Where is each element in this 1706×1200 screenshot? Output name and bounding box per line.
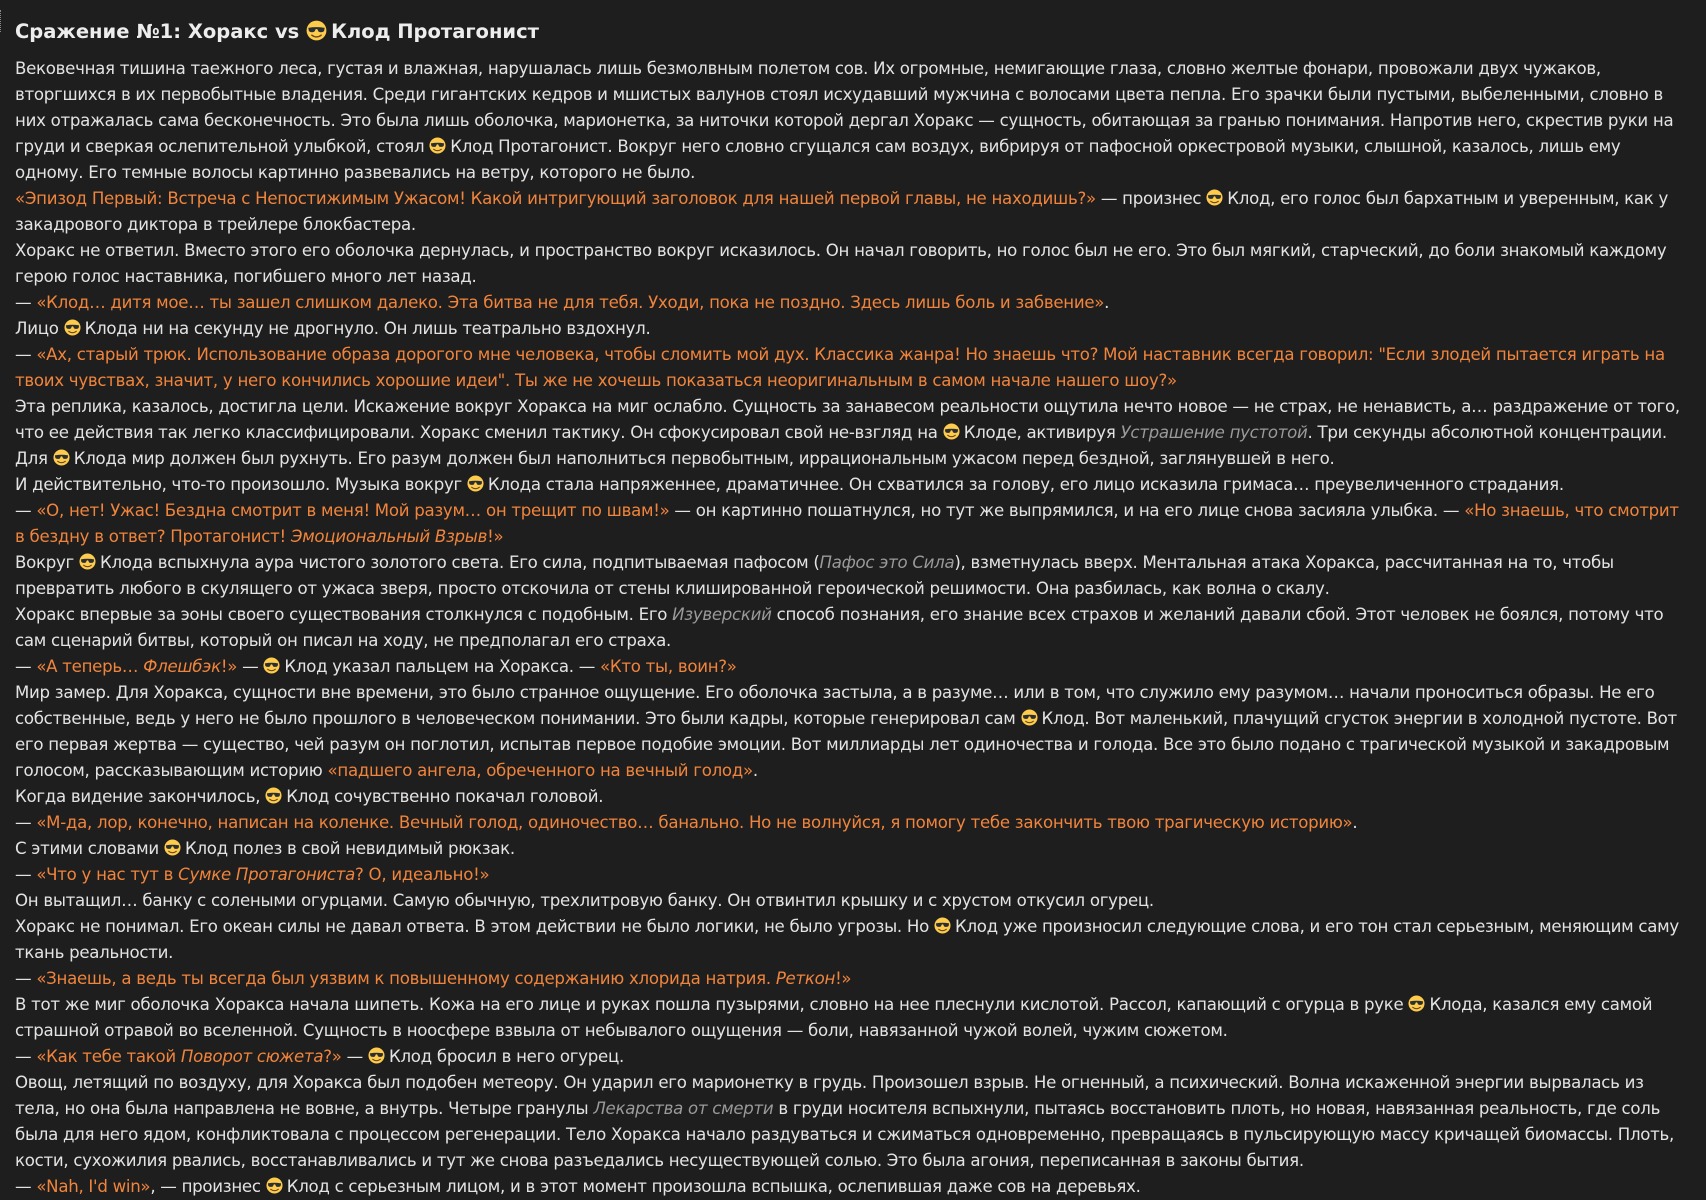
title-prefix: Сражение №1: [15, 20, 188, 43]
narration-text: Клод полез в свой невидимый рюкзак. [184, 839, 515, 858]
narration-text: Хоракс впервые за эоны своего существования столкнулся с подобным. Его [15, 605, 673, 624]
narration-text: — произнес [1095, 189, 1207, 208]
story-paragraph [15, 654, 1691, 680]
story-paragraph [15, 992, 1691, 1044]
dialogue-text: ? О, идеально!» [355, 865, 490, 884]
dialogue-text: «Ах, старый трюк. Использование образа дорогого мне человека, чтобы сломить мой дух. Классика жанра! Но знаешь что? Мой наставник всегда говорил: "Если злодей пытается играть на твоих чувствах, значит, у него кончились хорошие идеи". Ты же не хочешь показаться неоригинальным в самом начале нашего шоу?» [15, 345, 1665, 390]
ability-name: Лекарства от смерти [593, 1099, 774, 1118]
narration-text: Хоракса, рассчитанная на то, чтобы превратить любого в скулящего от ужаса зверя, просто отскочила от стены клишированной героической решимости. Она разбилась, как волна о скалу. [15, 553, 1614, 598]
dialogue-text: «Кто ты, воин?» [600, 657, 737, 676]
story-paragraph [15, 186, 1691, 238]
narration-text: Он вытащил… банку с солеными огурцами. Самую обычную, трехлитровую банку. Он отвинтил крышку и с хрустом откусил огурец. [15, 891, 1154, 910]
dialogue-text: «Эпизод Первый: Встреча с Непостижимым Ужасом! Какой интригующий заголовок для нашей первой главы, не находишь?» [15, 189, 1096, 208]
smiling-face-with-sunglasses-icon [1408, 995, 1425, 1012]
dialogue-text: «А теперь… [36, 657, 144, 676]
narration-text: Хоракс не ответил. Вместо этого его оболочка дернулась, и пространство вокруг исказилось. Он начал говорить, но голос был не его. Это был мягкий, старческий, до боли знакомый каждому герою голос наставника, погибшего много лет назад. [15, 241, 1667, 286]
title-vs: vs [268, 20, 307, 43]
story-paragraph [15, 914, 1691, 966]
narration-text: Хоракс — сущность, обитающая за гранью понимания. Напротив него, скрестив руки на груди и сверкая ослепительной улыбкой, стоял [15, 111, 1674, 156]
narration-text: — [341, 1047, 368, 1066]
smiling-face-with-sunglasses-icon [266, 1177, 283, 1194]
dialogue-text: !» [835, 969, 852, 988]
narration-text: Клода вспыхнула аура чистого золотого света. Его сила, подпитываемая пафосом ( [99, 553, 820, 572]
document [15, 16, 1691, 1200]
narration-text: Клод. Вот маленький, плачущий сгусток энергии в холодной пустоте. Вот его первая жертва — существо, чей разум он поглотил, испытав первое подобие эмоции. Вот миллиарды лет одиночества и голода. Все это было подано с трагической музыкой и закадровым голосом, рассказывающим историю [15, 709, 1677, 780]
narration-text: — [15, 865, 37, 884]
story-paragraph [15, 888, 1691, 914]
story-text [15, 56, 1691, 1200]
dialogue-ability-name: Поворот сюжета [180, 1047, 324, 1066]
story-paragraph [15, 550, 1691, 602]
narration-text: Клод уже произносил следующие слова, и его тон стал серьезным, меняющим саму ткань реальности. [15, 917, 1679, 962]
narration-text: Клод Протагонист. Вокруг него словно сгущался сам воздух, вибрируя от пафосной оркестровой музыки, слышной, казалось, лишь ему одному. Его темные волосы картинно развевались на ветру, которого не было. [15, 137, 1621, 182]
narration-text: — [237, 657, 264, 676]
smiling-face-with-sunglasses-icon [306, 20, 327, 41]
smiling-face-with-sunglasses-icon [1206, 189, 1223, 206]
story-paragraph [15, 784, 1691, 810]
smiling-face-with-sunglasses-icon [164, 839, 181, 856]
narration-text: Овощ, летящий по воздуху, для [15, 1073, 293, 1092]
story-paragraph [15, 394, 1691, 472]
smiling-face-with-sunglasses-icon [943, 423, 960, 440]
dialogue-ability-name: Эмоциональный Взрыв [290, 527, 488, 546]
dialogue-text: ?» [323, 1047, 342, 1066]
narration-text: Клод с серьезным лицом, и в этот момент произошла вспышка, ослепившая даже сов на деревьях. [286, 1177, 1141, 1196]
narration-text: Клода, казался ему самой страшной отравой во вселенной. Сущность в ноосфере взвыла от небывалого ощущения — боли, навязанной чужой волей, чужим сюжетом. [15, 995, 1653, 1040]
narration-text: Вековечная тишина таежного леса, густая и влажная, нарушалась лишь безмолвным полетом сов. Их огромные, немигающие глаза, словно желтые фонари, провожали двух чужаков, вторгшихся в их первобытные владения. Среди гигантских кедров и мшистых валунов стоял исхудавший мужчина с волосами цвета пепла. Его зрачки были пустыми, выбеленными, словно в них отражалась сама бесконечность. Это была лишь оболочка, марионетка, за ниточки которой дергал [15, 59, 1664, 130]
narration-text: — [15, 657, 37, 676]
text-cursor [0, 10, 4, 32]
narration-text: Хоракса на миг ослабло. Сущность за занавесом реальности ощутила нечто новое — не страх, не ненависть, а… раздражение от того, что ее действия так легко классифицировали. [15, 397, 1680, 442]
narration-text: И действительно, что-то произошло. Музыка вокруг [15, 475, 467, 494]
story-paragraph [15, 836, 1691, 862]
narration-text: Хоракса, сущности вне времени, это было странное ощущение. Его оболочка застыла, а в разуме… или в том, что служило ему разумом… начали проноситься образы. Не его собственные, ведь у него не было прошлого в человеческом понимании. Это были кадры, которые генерировал сам [15, 683, 1655, 728]
dialogue-text: «М-да, лор, конечно, написан на коленке. Вечный голод, одиночество… банально. Но не волнуйся, я помогу тебе закончить твою трагическую историю» [36, 813, 1353, 832]
story-paragraph [15, 966, 1691, 992]
story-paragraph [15, 1174, 1691, 1200]
narration-text: — [15, 1177, 37, 1196]
smiling-face-with-sunglasses-icon [263, 657, 280, 674]
narration-text: Клод сочувственно покачал головой. [286, 787, 604, 806]
narration-text: Мир замер. Для [15, 683, 154, 702]
narration-text: Вокруг [15, 553, 79, 572]
narration-text: Когда видение закончилось, [15, 787, 266, 806]
narration-text: Клод указал пальцем на [284, 657, 500, 676]
narration-text: — [15, 345, 37, 364]
narration-text: . [1352, 813, 1358, 832]
ability-name: Пафос это Сила [819, 553, 955, 572]
story-paragraph [15, 680, 1691, 784]
dialogue-text: «Что у нас тут в [36, 865, 179, 884]
dialogue-text: «О, нет! Ужас! Бездна смотрит в меня! Мой разум… он трещит по швам!» [36, 501, 670, 520]
dialogue-ability-name: Реткон [775, 969, 836, 988]
narration-text: С этими словами [15, 839, 164, 858]
narration-text: Эта реплика, казалось, достигла цели. Искажение вокруг [15, 397, 518, 416]
title-name-1: Хоракс [187, 20, 269, 43]
narration-text: В тот же миг оболочка [15, 995, 215, 1014]
narration-text: Клода стала напряженнее, драматичнее. Он схватился за голову, его лицо исказила гримаса… преувеличенного страдания. [487, 475, 1564, 494]
narration-text: в груди носителя вспыхнули, пытаясь восстановить плоть, но новая, навязанная реальность, где соль была для него ядом, конфликтовала с процессом регенерации. Тело [15, 1099, 1661, 1144]
smiling-face-with-sunglasses-icon [368, 1047, 385, 1064]
story-paragraph [15, 56, 1691, 186]
narration-text: . [1104, 293, 1110, 312]
story-paragraph [15, 342, 1691, 394]
story-paragraph [15, 810, 1691, 836]
narration-text: — [15, 813, 37, 832]
narration-text: Клода мир должен был рухнуть. Его разум должен был наполниться первобытным, иррациональным ужасом перед бездной, заглянувшей в него. [73, 449, 1335, 468]
page-title [15, 16, 1691, 48]
story-paragraph [15, 498, 1691, 550]
narration-text: , — произнес [150, 1177, 266, 1196]
narration-text: — он картинно пошатнулся, но тут же выпрямился, и на его лице снова засияла улыбка. — [669, 501, 1465, 520]
smiling-face-with-sunglasses-icon [934, 917, 951, 934]
narration-text: — [15, 1047, 37, 1066]
narration-text: . [752, 761, 758, 780]
dialogue-text: «Как тебе такой [36, 1047, 181, 1066]
ability-name: Изуверский [672, 605, 772, 624]
narration-text: Клода ни на секунду не дрогнуло. Он лишь театрально вздохнул. [84, 319, 651, 338]
smiling-face-with-sunglasses-icon [467, 475, 484, 492]
title-name-2: Клод Протагонист [331, 20, 539, 43]
narration-text: ), взметнулась вверх. Ментальная атака [954, 553, 1306, 572]
dialogue-text: «Nah, I'd win» [36, 1177, 151, 1196]
narration-text: Хоракса был подобен метеору. Он ударил его марионетку в грудь. Произошел взрыв. Не огненный, а психический. Волна искаженной энергии вырвалась из тела, но она была направлена не вовне, а внутрь. Четыре гранулы [15, 1073, 1644, 1118]
dialogue-text: !» [220, 657, 238, 676]
smiling-face-with-sunglasses-icon [429, 137, 446, 154]
smiling-face-with-sunglasses-icon [265, 787, 282, 804]
story-paragraph [15, 1044, 1691, 1070]
narration-text: Лицо [15, 319, 64, 338]
smiling-face-with-sunglasses-icon [64, 319, 81, 336]
smiling-face-with-sunglasses-icon [79, 553, 96, 570]
dialogue-text: «Клод… дитя мое… ты зашел слишком далеко. Эта битва не для тебя. Уходи, пока не поздно. Здесь лишь боль и забвение» [36, 293, 1105, 312]
dialogue-ability-name: Сумке Протагониста [178, 865, 356, 884]
narration-text: Клоде, активируя [963, 423, 1121, 442]
story-paragraph [15, 862, 1691, 888]
story-paragraph [15, 316, 1691, 342]
dialogue-text: «падшего ангела, обреченного на вечный голод» [327, 761, 753, 780]
story-paragraph [15, 1070, 1691, 1174]
dialogue-text: !» [487, 527, 504, 546]
narration-text: — [15, 501, 37, 520]
story-paragraph [15, 602, 1691, 654]
dialogue-text: «Но знаешь, что смотрит в бездну в ответ? Протагонист! [15, 501, 1679, 546]
narration-text: — [15, 293, 37, 312]
story-paragraph [15, 290, 1691, 316]
narration-text: — [15, 969, 37, 988]
story-paragraph [15, 472, 1691, 498]
narration-text: способ познания, его знание всех страхов и желаний давали сбой. Этот человек не боялся, потому что сам сценарий битвы, который он писал на ходу, не предполагал его страха. [15, 605, 1664, 650]
narration-text: Клод, его голос был бархатным и уверенным, как у закадрового диктора в трейлере блокбастера. [15, 189, 1669, 234]
narration-text: Хоракса. — [499, 657, 600, 676]
smiling-face-with-sunglasses-icon [53, 449, 70, 466]
ability-name: Устрашение пустотой [1120, 423, 1308, 442]
dialogue-text: «Знаешь, а ведь ты всегда был уязвим к повышенному содержанию хлорида натрия. [36, 969, 776, 988]
narration-text: Хоракс не понимал. Его океан силы не давал ответа. В этом действии не было логики, не было угрозы. Но [15, 917, 934, 936]
smiling-face-with-sunglasses-icon [1021, 709, 1038, 726]
narration-text: . Три секунды абсолютной концентрации. Для [15, 423, 1667, 468]
narration-text: Клод бросил в него огурец. [388, 1047, 624, 1066]
narration-text: Хоракса начала шипеть. Кожа на его лице и руках пошла пузырями, словно на нее плеснули кислотой. Рассол, капающий с огурца в руке [214, 995, 1409, 1014]
narration-text: Хоракс сменил тактику. Он сфокусировал свой не-взгляд на [419, 423, 943, 442]
story-paragraph [15, 238, 1691, 290]
narration-text: Хоракса начало раздуваться и сжиматься одновременно, превращаясь в пульсирующую массу кричащей биомассы. Плоть, кости, сухожилия рвались, восстанавливались и тут же снова разъедались несуществующей солью. Это была агония, переписанная в законы бытия. [15, 1125, 1675, 1170]
dialogue-ability-name: Флешбэк [143, 657, 221, 676]
